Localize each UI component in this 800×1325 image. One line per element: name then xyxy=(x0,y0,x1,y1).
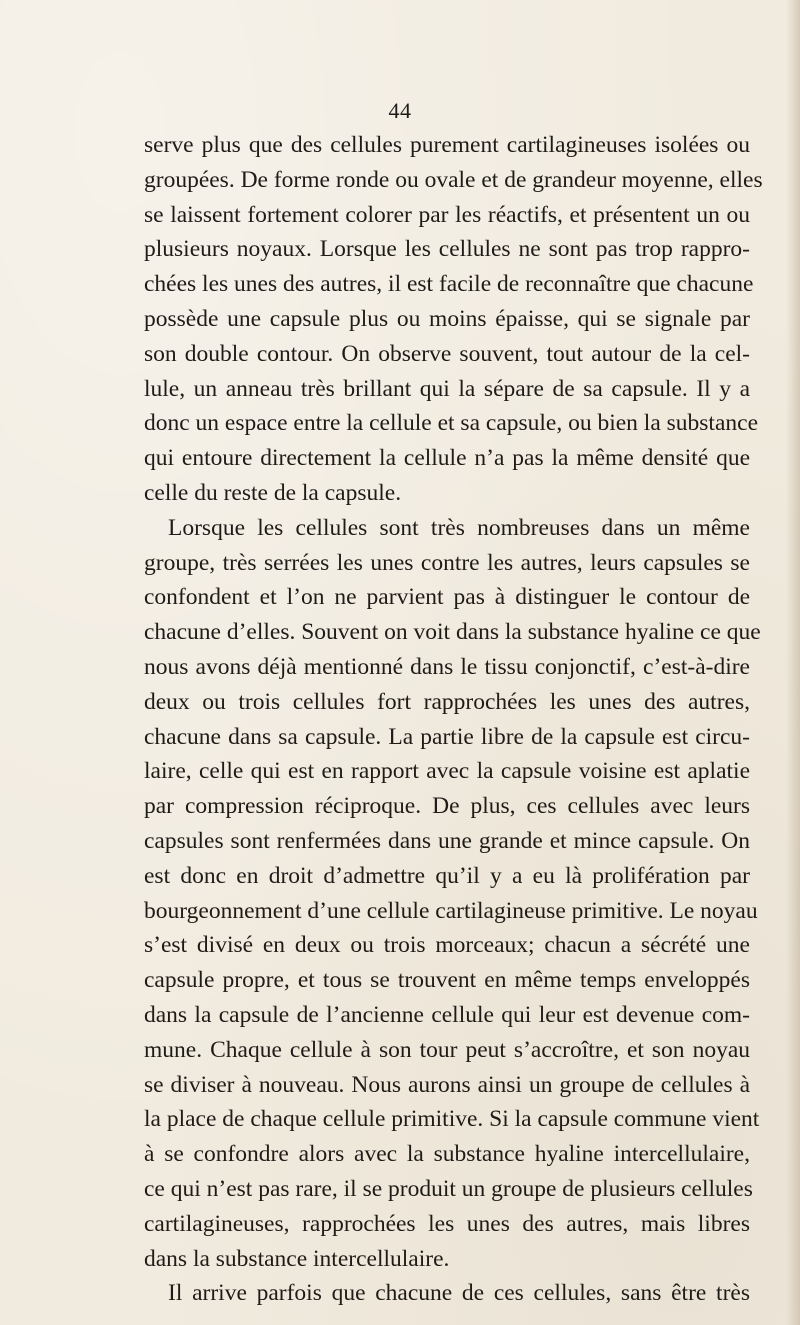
text-line: s’est divisé en deux ou trois morceaux; chacun a sécrété une xyxy=(144,932,750,959)
text-line: Il arrive parfois que chacune de ces cellules, sans être très xyxy=(168,1280,750,1307)
text-line: à se confondre alors avec la substance hyaline intercellulaire, xyxy=(144,1141,750,1168)
text-line: groupe, très serrées les unes contre les autres, leurs capsules se xyxy=(144,549,750,576)
text-line: deux ou trois cellules fort rapprochées les unes des autres, xyxy=(144,688,750,715)
text-line: groupées. De forme ronde ou ovale et de grandeur moyenne, elles xyxy=(144,166,763,193)
text-line: plusieurs noyaux. Lorsque les cellules ne sont pas trop rappro- xyxy=(144,236,750,263)
paragraph-1 xyxy=(144,128,763,511)
body-text xyxy=(144,128,763,1311)
paragraph-2 xyxy=(144,511,761,1277)
text-line: cartilagineuses, rapprochées les unes des autres, mais libres xyxy=(144,1210,750,1237)
text-line: chacune d’elles. Souvent on voit dans la substance hyaline ce que xyxy=(144,619,761,646)
text-line: Lorsque les cellules sont très nombreuses dans un même xyxy=(168,514,750,541)
text-line: chées les unes des autres, il est facile de reconnaître que chacune xyxy=(144,271,754,298)
text-line: se laissent fortement colorer par les réactifs, et présentent un ou xyxy=(144,201,750,228)
text-line: dans la capsule de l’ancienne cellule qui leur est devenue com- xyxy=(144,1001,750,1028)
text-line: chacune dans sa capsule. La partie libre de la capsule est circu- xyxy=(144,723,750,750)
paragraph-3 xyxy=(144,1276,750,1311)
page-number: 44 xyxy=(388,98,412,123)
text-line: donc un espace entre la cellule et sa capsule, ou bien la substance xyxy=(144,410,759,437)
text-line: se diviser à nouveau. Nous aurons ainsi un groupe de cellules à xyxy=(144,1071,750,1098)
text-line: confondent et l’on ne parvient pas à distinguer le contour de xyxy=(144,584,750,611)
text-line: la place de chaque cellule primitive. Si la capsule commune vient xyxy=(144,1106,760,1133)
text-line: par compression réciproque. De plus, ces cellules avec leurs xyxy=(144,793,750,820)
text-line: ce qui n’est pas rare, il se produit un groupe de plusieurs cellules xyxy=(144,1175,753,1202)
text-line: lule, un anneau très brillant qui la sépare de sa capsule. Il y a xyxy=(144,375,750,402)
text-line: qui entoure directement la cellule n’a pas la même densité que xyxy=(144,445,750,472)
text-line: bourgeonnement d’une cellule cartilagineuse primitive. Le noyau xyxy=(144,897,758,924)
text-line: capsules sont renfermées dans une grande et mince capsule. On xyxy=(144,827,750,854)
text-line: mune. Chaque cellule à son tour peut s’accroître, et son noyau xyxy=(144,1036,750,1063)
text-line: capsule propre, et tous se trouvent en même temps enveloppés xyxy=(144,967,750,994)
text-line: laire, celle qui est en rapport avec la capsule voisine est aplatie xyxy=(144,758,750,785)
text-line: celle du reste de la capsule. xyxy=(144,479,402,506)
text-line: son double contour. On observe souvent, tout autour de la cel- xyxy=(144,340,750,367)
text-line: dans la substance intercellulaire. xyxy=(144,1245,450,1272)
text-line: est donc en droit d’admettre qu’il y a eu là prolifération par xyxy=(144,862,750,889)
text-line: possède une capsule plus ou moins épaisse, qui se signale par xyxy=(144,305,750,332)
text-line: serve plus que des cellules purement cartilagineuses isolées ou xyxy=(144,132,750,158)
page-edge-shadow xyxy=(786,0,800,1325)
text-line: nous avons déjà mentionné dans le tissu conjonctif, c’est-à-dire xyxy=(144,653,750,680)
